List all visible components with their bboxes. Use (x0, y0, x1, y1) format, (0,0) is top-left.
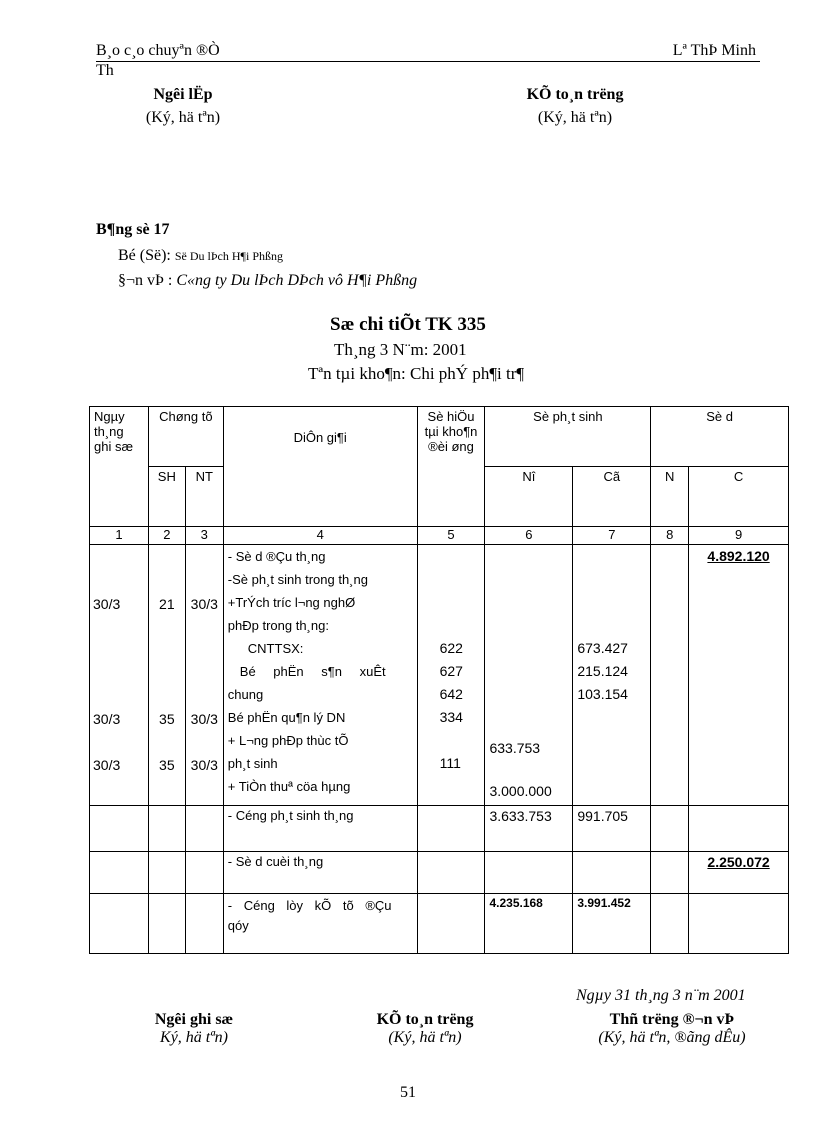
description-line: -Sè ph¸t sinh trong th¸ng (227, 572, 368, 587)
contra-account: 111 (439, 755, 461, 771)
credit-column (573, 545, 651, 806)
table-row (90, 852, 789, 894)
ledger-period: Th¸ng 3 N¨m: 2001 (334, 340, 467, 359)
report-date: Ngµy 31 th¸ng 3 n¨m 2001 (576, 987, 746, 1004)
col-number: 9 (689, 527, 789, 545)
col-number: 8 (651, 527, 689, 545)
director-signature (572, 1011, 772, 1047)
voucher-sh: 35 (159, 711, 175, 727)
debit-column (485, 545, 573, 806)
closing-balance: 2.250.072 (707, 854, 770, 870)
table-row (90, 806, 789, 852)
header-arising: Sè ph¸t sinh (485, 407, 651, 467)
header-credit: Cã (573, 467, 651, 527)
total-label: - Céng ph¸t sinh th¸ng (223, 806, 417, 852)
description-line: phÐp trong th¸ng: (227, 618, 329, 633)
page-header (96, 42, 760, 62)
voucher-nt: 30/3 (190, 757, 218, 773)
col-number: 3 (185, 527, 223, 545)
header-description: DiÔn gi¶i (223, 407, 417, 527)
director-title: Thñ trëng ®¬n vÞ (609, 1011, 735, 1028)
header-balance-credit: C (689, 467, 789, 527)
description-line: Bé phËn s¶n xuÊt (239, 664, 386, 679)
header-contra-account: Sè hiÖu tµi kho¶n ®èi øng (417, 407, 485, 527)
description-column (223, 545, 417, 806)
header-nt: NT (185, 467, 223, 527)
header-voucher: Chøng tõ (148, 407, 223, 467)
author-name: Lª ThÞ Minh (672, 42, 756, 59)
header-date: Ngµy th¸ng ghi sæ (90, 407, 149, 527)
col-number: 1 (90, 527, 149, 545)
description-line: + L¬ng phÐp thùc tÕ (227, 733, 349, 748)
cumulative-debit: 4.235.168 (485, 894, 573, 954)
voucher-sh: 21 (159, 596, 175, 612)
bookkeeper-signature (126, 1011, 262, 1047)
unit-line (118, 247, 283, 265)
table-row (90, 894, 789, 954)
contra-account: 334 (439, 709, 463, 725)
contra-account: 622 (439, 640, 463, 656)
balance-debit-column (651, 545, 689, 806)
description-line: - Sè d ®Çu th¸ng (227, 549, 326, 564)
unit-label: Bé (Së): (118, 247, 171, 264)
voucher-sh: 35 (159, 757, 175, 773)
account-name: Tªn tµi kho¶n: Chi phÝ ph¶i tr¶ (308, 364, 525, 383)
chief-accountant-signature (510, 86, 640, 127)
preparer-title: Ngêi lËp (153, 86, 213, 103)
table-number: B¶ng sè 17 (96, 221, 170, 238)
chief-accountant-title: KÕ to¸n trëng (526, 86, 624, 103)
col-number: 5 (417, 527, 485, 545)
description-line: chung (227, 687, 264, 702)
chief-accountant-note: (Ký, hä tªn) (537, 109, 613, 126)
header-sh: SH (148, 467, 185, 527)
entity-label: §¬n vÞ : (118, 272, 173, 289)
description-line: Bé phËn qu¶n lý DN (227, 710, 346, 725)
header-continuation: Th (96, 62, 114, 79)
total-credit: 991.705 (573, 806, 651, 852)
description-line: ph¸t sinh (227, 756, 278, 771)
entity-value: C«ng ty Du lÞch DÞch vô H¶i Phßng (176, 272, 418, 289)
bookkeeper-note: Ký, hä tªn) (160, 1029, 228, 1046)
credit-value: 103.154 (577, 686, 628, 702)
voucher-nt: 30/3 (190, 596, 218, 612)
report-title: B¸o c¸o chuyªn ®Ò (96, 42, 220, 59)
page-number: 51 (400, 1084, 416, 1101)
unit-value: Së Du lÞch H¶i Phßng (174, 249, 283, 263)
total-debit: 3.633.753 (485, 806, 573, 852)
cumulative-credit: 3.991.452 (573, 894, 651, 954)
entity-line (118, 272, 417, 290)
bookkeeper-title: Ngêi ghi sæ (154, 1011, 234, 1028)
sh-column (148, 545, 185, 806)
date-column (90, 545, 149, 806)
entry-date: 30/3 (93, 757, 121, 773)
preparer-note: (Ký, hä tªn) (145, 109, 221, 126)
contra-account: 627 (439, 663, 463, 679)
preparer-signature (128, 86, 238, 127)
credit-value: 673.427 (577, 640, 628, 656)
description-line: + TiÒn thuª cöa hµng (227, 779, 351, 794)
voucher-nt: 30/3 (190, 711, 218, 727)
opening-balance: 4.892.120 (707, 548, 770, 564)
footer-chief-accountant-title: KÕ to¸n trëng (376, 1011, 474, 1028)
description-line: CNTTSX: (247, 641, 304, 656)
header-balance-debit: N (651, 467, 689, 527)
col-number: 2 (148, 527, 185, 545)
closing-label: - Sè d cuèi th¸ng (223, 852, 417, 894)
footer-chief-accountant-note: (Ký, hä tªn) (388, 1029, 462, 1046)
col-number: 7 (573, 527, 651, 545)
nt-column (185, 545, 223, 806)
debit-value: 3.000.000 (489, 783, 552, 799)
ledger-title: Sæ chi tiÕt TK 335 (330, 314, 486, 335)
ledger-table (89, 406, 789, 954)
header-balance: Sè d (651, 407, 789, 467)
credit-value: 215.124 (577, 663, 628, 679)
balance-credit-column (689, 545, 789, 806)
debit-value: 633.753 (489, 740, 541, 756)
contra-column (417, 545, 485, 806)
entry-date: 30/3 (93, 596, 121, 612)
cumulative-label: - Céng lòy kÕ tõ ®Çu qóy (223, 894, 417, 954)
table-row (90, 545, 789, 806)
description-line: +TrÝch tríc l¬ng nghØ (227, 595, 356, 610)
entry-date: 30/3 (93, 711, 121, 727)
footer-chief-accountant-signature (350, 1011, 500, 1047)
col-number: 6 (485, 527, 573, 545)
header-debit: Nî (485, 467, 573, 527)
contra-account: 642 (439, 686, 463, 702)
director-note: (Ký, hä tªn, ®ãng dÊu) (598, 1029, 746, 1046)
col-number: 4 (223, 527, 417, 545)
